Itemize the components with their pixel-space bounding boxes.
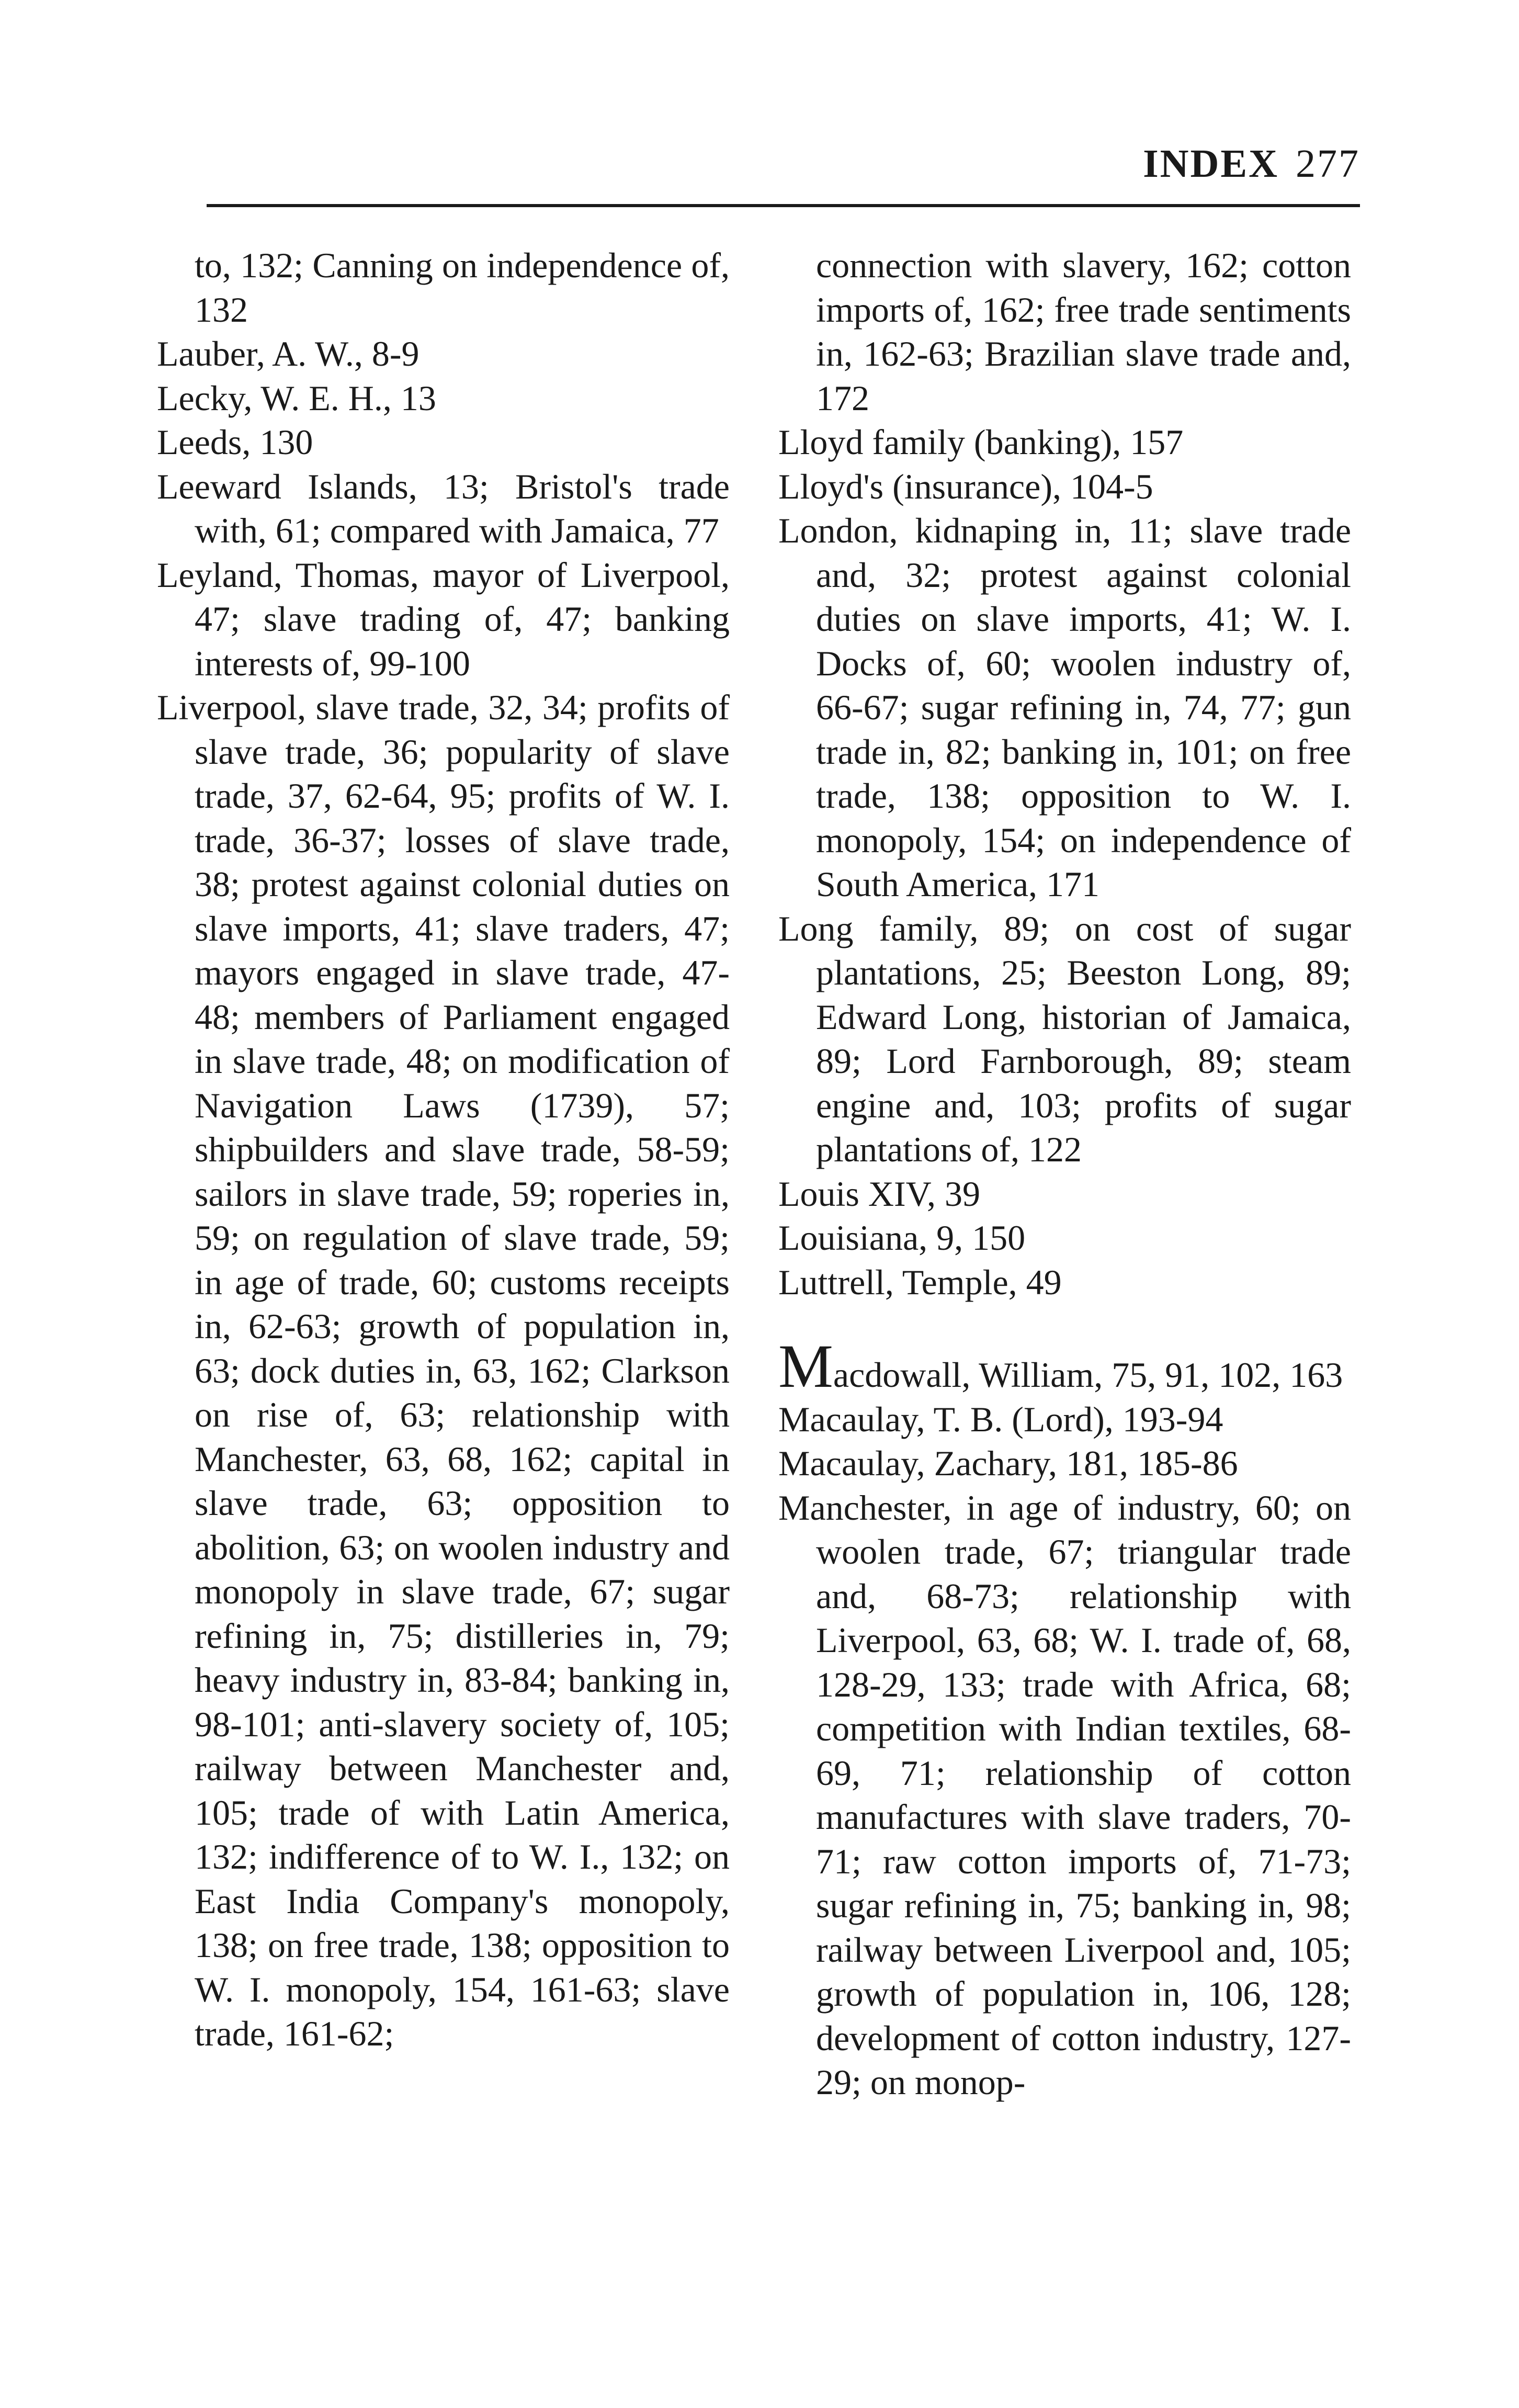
index-entry [157, 420, 730, 465]
index-entry-text: Leeward Islands, 13; Bristol's trade with, 61; compared with Jamaica, 77 [157, 466, 730, 550]
index-entry-text: Long family, 89; on cost of sugar plantations, 25; Beeston Long, 89; Edward Long, historian of Jamaica, 89; Lord Farnborough, 89; steam engine and, 103; profits of sugar plantations of, 122 [778, 908, 1351, 1169]
index-entry [778, 420, 1351, 465]
index-entry [157, 332, 730, 376]
index-entry-text: Macaulay, T. B. (Lord), 193-94 [778, 1399, 1223, 1439]
index-entry [778, 1172, 1351, 1216]
index-entry-text: Manchester, in age of industry, 60; on woolen trade, 67; triangular trade and, 68-73; relationship with Liverpool, 63, 68; W. I. trade of, 68, 128-29, 133; trade with Africa, 68; competition with Indian textiles, 68-69, 71; relationship of cotton manufactures with slave traders, 70-71; raw cotton imports of, 71-73; sugar refining in, 75; banking in, 98; railway between Liverpool and, 105; growth of population in, 106, 128; development of cotton industry, 127-29; on monop- [778, 1487, 1351, 2102]
index-entry [778, 1260, 1351, 1305]
index-entry-text: acdowall, William, 75, 91, 102, 163 [833, 1355, 1343, 1395]
index-entry-text: Liverpool, slave trade, 32, 34; profits of slave trade, 36; popularity of slave trade, 37, 62-64, 95; profits of W. I. trade, 36-37; losses of slave trade, 38; protest against colonial duties on slave imports, 41; slave traders, 47; mayors engaged in slave trade, 47-48; members of Parliament engaged in slave trade, 48; on modification of Navigation Laws (1739), 57; shipbuilders and slave trade, 58-59; sailors in slave trade, 59; roperies in, 59; on regulation of slave trade, 59; in age of trade, 60; customs receipts in, 62-63; growth of population in, 63; dock duties in, 63, 162; Clarkson on rise of, 63; relationship with Manchester, 63, 68, 162; capital in slave trade, 63; opposition to abolition, 63; on woolen industry and monopoly in slave trade, 67; sugar refining in, 75; distilleries in, 79; heavy industry in, 83-84; banking in, 98-101; anti-slavery society of, 105; railway between Manchester and, 105; trade of with Latin America, 132; indifference of to W. I., 132; on East India Company's monopoly, 138; on free trade, 138; opposition to W. I. monopoly, 154, 161-63; slave trade, 161-62; [157, 687, 730, 2053]
index-group-l [778, 243, 1351, 1304]
header-rule [207, 204, 1360, 207]
index-entry-text: Luttrell, Temple, 49 [778, 1262, 1062, 1302]
index-entry [778, 465, 1351, 509]
index-entry-continued [778, 243, 1351, 420]
index-entry-continued [157, 243, 730, 332]
index-entry [157, 685, 730, 2056]
index-entry-text: Louis XIV, 39 [778, 1173, 980, 1214]
index-entry-text: Lloyd family (banking), 157 [778, 422, 1184, 462]
index-entry [157, 553, 730, 686]
index-entry [778, 1332, 1351, 1400]
index-group-m [778, 1332, 1351, 2105]
index-entry-text: Lecky, W. E. H., 13 [157, 378, 436, 418]
running-header [722, 144, 1360, 184]
index-entry-text: Lauber, A. W., 8-9 [157, 334, 420, 374]
index-entry [157, 376, 730, 421]
index-entry-text: Lloyd's (insurance), 104-5 [778, 466, 1153, 506]
index-entry-text: Leeds, 130 [157, 422, 313, 462]
index-entry-text: Leyland, Thomas, mayor of Liverpool, 47; slave trading of, 47; banking interests of, 99-100 [157, 555, 730, 683]
index-entry [778, 1216, 1351, 1260]
index-entry [778, 907, 1351, 1172]
index-entry-text: connection with slavery, 162; cotton imports of, 162; free trade sentiments in, 162-63; Brazilian slave trade and, 172 [816, 245, 1351, 418]
index-entry-text: Macaulay, Zachary, 181, 185-86 [778, 1443, 1238, 1483]
index-entry [778, 1486, 1351, 2105]
index-entry-text: London, kidnaping in, 11; slave trade and, 32; protest against colonial duties on slave imports, 41; W. I. Docks of, 60; woolen industry of, 66-67; sugar refining in, 74, 77; gun trade in, 82; banking in, 101; on free trade, 138; opposition to W. I. monopoly, 154; on independence of South America, 171 [778, 511, 1351, 904]
letter-section-gap [778, 1304, 1351, 1348]
index-entry [778, 508, 1351, 907]
index-entry [778, 1441, 1351, 1486]
index-column-left [157, 243, 730, 2056]
index-entry [157, 465, 730, 553]
index-column-right [778, 243, 1351, 2105]
index-entry [778, 1397, 1351, 1442]
header-label: INDEX [1143, 142, 1279, 186]
index-entry-text: Louisiana, 9, 150 [778, 1218, 1026, 1258]
section-initial: M [778, 1332, 833, 1400]
index-entry-text: to, 132; Canning on independence of, 132 [195, 245, 730, 330]
page-number: 277 [1296, 142, 1360, 186]
